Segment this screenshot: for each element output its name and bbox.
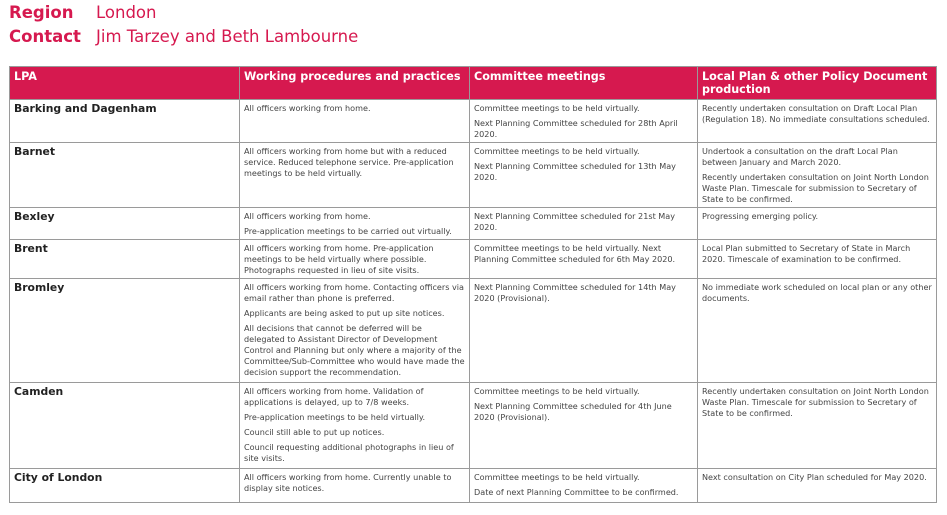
column-header-local-plan: Local Plan & other Policy Document production [698, 67, 937, 100]
cell-paragraph: Next consultation on City Plan scheduled for May 2020. [702, 472, 927, 482]
table-row [10, 143, 937, 208]
cell-paragraph: Undertook a consultation on the draft Local Plan between January and March 2020. [702, 146, 898, 167]
cell-paragraph: All officers working from home. [244, 103, 371, 113]
cell-paragraph: Next Planning Committee scheduled for 14th May 2020 (Provisional). [474, 282, 676, 303]
cell-paragraph: Pre-application meetings to be held virtually. [244, 412, 426, 422]
table-header-row [10, 67, 937, 100]
cell-paragraph: All officers working from home. [244, 211, 371, 221]
lpa-name-cell: City of London [10, 469, 240, 503]
lpa-name-cell: Bexley [10, 208, 240, 240]
table-row [10, 383, 937, 469]
committee-meetings-cell [470, 469, 698, 503]
working-procedures-cell [240, 100, 470, 143]
working-procedures-cell [240, 143, 470, 208]
working-procedures-cell [240, 469, 470, 503]
cell-paragraph: Next Planning Committee scheduled for 13th May 2020. [474, 161, 676, 182]
region-contact-header [9, 3, 358, 51]
cell-paragraph: Local Plan submitted to Secretary of State in March 2020. Timescale of examination to be confirmed. [702, 243, 911, 264]
cell-paragraph: Recently undertaken consultation on Draft Local Plan (Regulation 18). No immediate consultations scheduled. [702, 103, 930, 124]
local-plan-cell [698, 208, 937, 240]
contact-label: Contact [9, 27, 81, 46]
contact-row [9, 27, 358, 51]
lpa-name-cell: Barnet [10, 143, 240, 208]
region-value: London [96, 3, 157, 22]
cell-paragraph: Next Planning Committee scheduled for 21st May 2020. [474, 211, 676, 232]
committee-meetings-cell [470, 208, 698, 240]
cell-paragraph: Council requesting additional photographs in lieu of site visits. [244, 442, 454, 463]
local-plan-cell [698, 100, 937, 143]
working-procedures-cell [240, 240, 470, 279]
committee-meetings-cell [470, 100, 698, 143]
cell-paragraph: All officers working from home. Validation of applications is delayed, up to 7/8 weeks. [244, 386, 424, 407]
column-header-lpa: LPA [10, 67, 240, 100]
lpa-status-table [9, 66, 937, 503]
committee-meetings-cell [470, 279, 698, 383]
working-procedures-cell [240, 279, 470, 383]
committee-meetings-cell [470, 143, 698, 208]
lpa-name-cell: Camden [10, 383, 240, 469]
cell-paragraph: Next Planning Committee scheduled for 4th June 2020 (Provisional). [474, 401, 672, 422]
cell-paragraph: Council still able to put up notices. [244, 427, 385, 437]
local-plan-cell [698, 383, 937, 469]
cell-paragraph: All officers working from home. Contacting officers via email rather than phone is preferred. [244, 282, 465, 303]
lpa-name-cell: Barking and Dagenham [10, 100, 240, 143]
cell-paragraph: Next Planning Committee scheduled for 28th April 2020. [474, 118, 678, 139]
cell-paragraph: Committee meetings to be held virtually. [474, 103, 640, 113]
table-row [10, 208, 937, 240]
column-header-committee-meetings: Committee meetings [470, 67, 698, 100]
cell-paragraph: No immediate work scheduled on local plan or any other documents. [702, 282, 932, 303]
table-row [10, 469, 937, 503]
local-plan-cell [698, 143, 937, 208]
cell-paragraph: Date of next Planning Committee to be confirmed. [474, 487, 679, 497]
column-header-working-procedures: Working procedures and practices [240, 67, 470, 100]
local-plan-cell [698, 279, 937, 383]
cell-paragraph: Recently undertaken consultation on Joint North London Waste Plan. Timescale for submission to Secretary of State to be confirmed. [702, 172, 929, 204]
committee-meetings-cell [470, 240, 698, 279]
table-body [10, 100, 937, 503]
cell-paragraph: Committee meetings to be held virtually. [474, 146, 640, 156]
table-row [10, 100, 937, 143]
committee-meetings-cell [470, 383, 698, 469]
cell-paragraph: Committee meetings to be held virtually. [474, 386, 640, 396]
cell-paragraph: All decisions that cannot be deferred will be delegated to Assistant Director of Development Control and Planning but only where a majority of the Committee/Sub-Committee who would have made the decision support the recommendation. [244, 323, 465, 377]
table-row [10, 240, 937, 279]
local-plan-cell [698, 240, 937, 279]
cell-paragraph: Recently undertaken consultation on Joint North London Waste Plan. Timescale for submission to Secretary of State to be confirmed. [702, 386, 929, 418]
cell-paragraph: All officers working from home. Currently unable to display site notices. [244, 472, 452, 493]
cell-paragraph: Applicants are being asked to put up site notices. [244, 308, 445, 318]
cell-paragraph: Progressing emerging policy. [702, 211, 819, 221]
cell-paragraph: Committee meetings to be held virtually. [474, 472, 640, 482]
cell-paragraph: All officers working from home but with a reduced service. Reduced telephone service. Pre-application meetings to be held virtually. [244, 146, 454, 178]
working-procedures-cell [240, 383, 470, 469]
cell-paragraph: Committee meetings to be held virtually. Next Planning Committee scheduled for 6th May 2020. [474, 243, 676, 264]
contact-value: Jim Tarzey and Beth Lambourne [96, 27, 359, 46]
cell-paragraph: Pre-application meetings to be carried out virtually. [244, 226, 452, 236]
working-procedures-cell [240, 208, 470, 240]
region-label: Region [9, 3, 74, 22]
lpa-name-cell: Bromley [10, 279, 240, 383]
lpa-name-cell: Brent [10, 240, 240, 279]
region-row [9, 3, 358, 27]
local-plan-cell [698, 469, 937, 503]
cell-paragraph: All officers working from home. Pre-application meetings to be held virtually where possible. Photographs requested in lieu of site visits. [244, 243, 434, 275]
table-row [10, 279, 937, 383]
